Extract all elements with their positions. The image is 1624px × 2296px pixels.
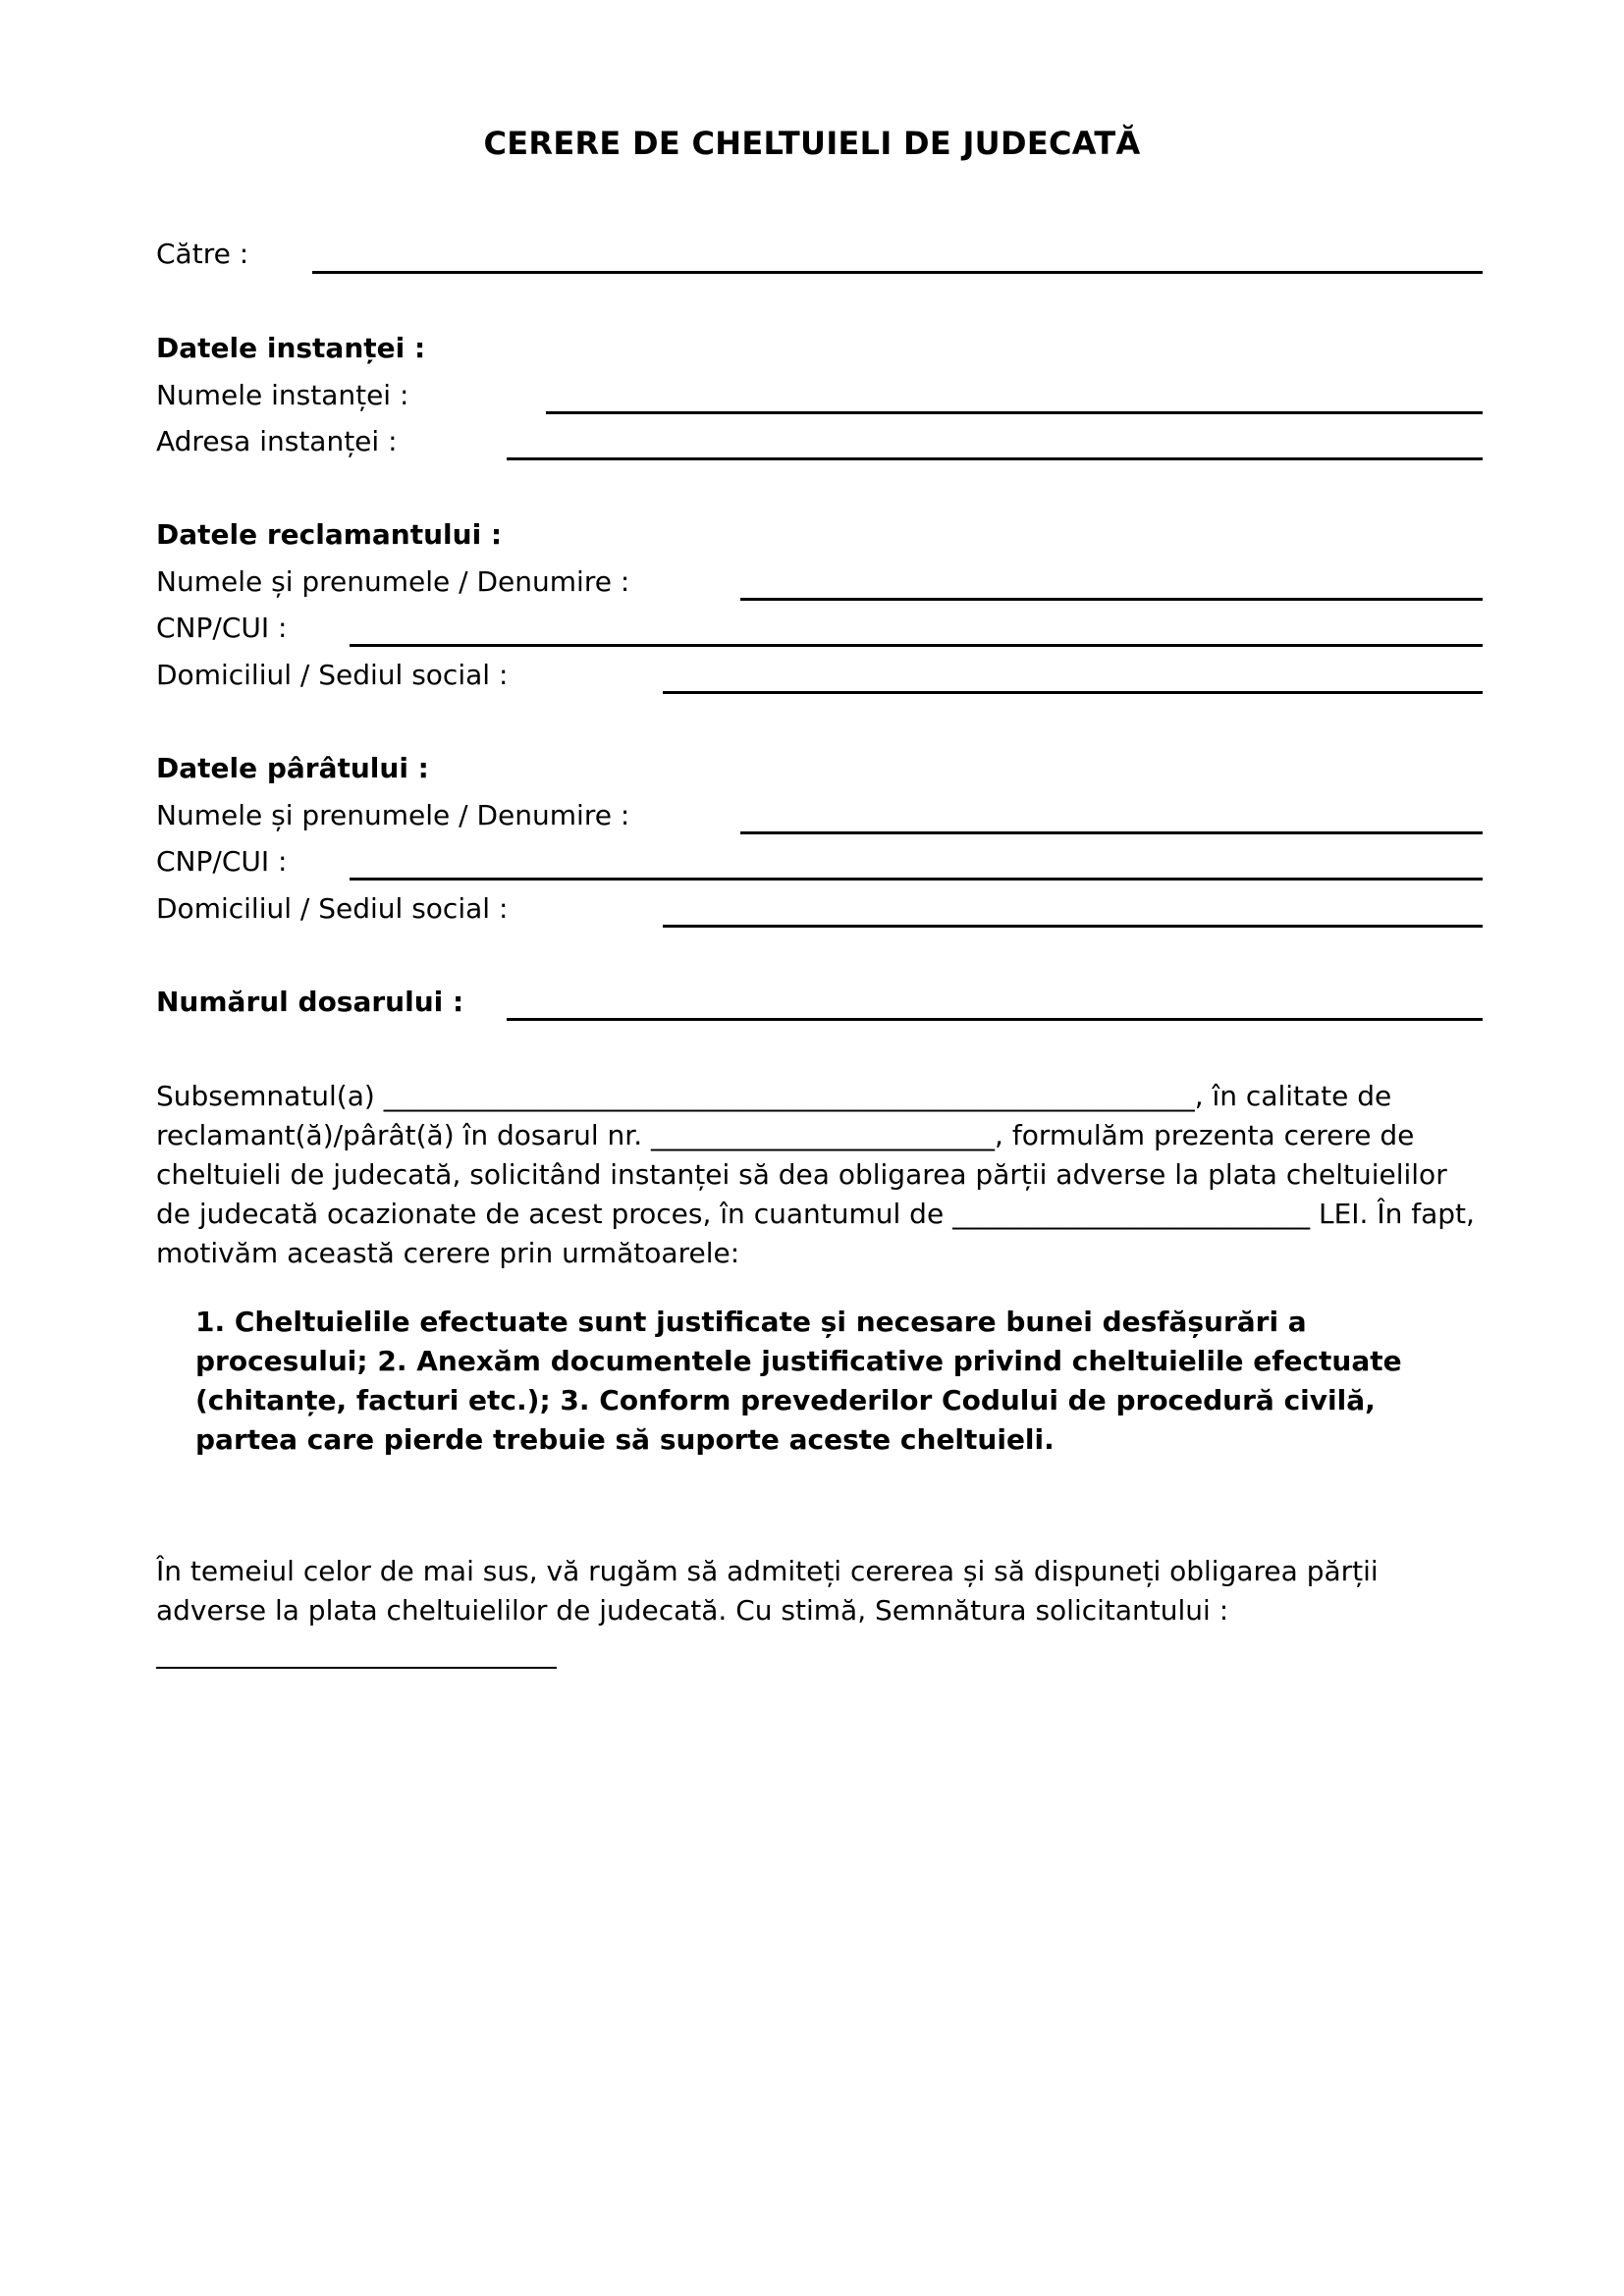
body-line: reclamant(ă)/pârât(ă) în dosarul nr. _________________________, formulăm prezenta cerere de	[156, 1119, 1415, 1151]
defendant-id-field-line[interactable]	[350, 878, 1483, 881]
defendant-id-label: CNP/CUI :	[156, 845, 288, 878]
closing-line: În temeiul celor de mai sus, vă rugăm să admiteți cererea și să dispuneți obligarea părții	[156, 1555, 1379, 1587]
claimant-heading: Datele reclamantului :	[156, 518, 503, 551]
claimant-name-field-line[interactable]	[740, 598, 1483, 601]
catre-label: Către :	[156, 238, 249, 270]
body-line: de judecată ocazionate de acest proces, în cuantumul de __________________________ LEI. În fapt,	[156, 1198, 1475, 1230]
defendant-address-field-line[interactable]	[663, 925, 1483, 928]
defendant-address-label: Domiciliul / Sediul social :	[156, 892, 509, 925]
catre-field-line[interactable]	[312, 271, 1483, 274]
closing-paragraph	[156, 1552, 1491, 1630]
claimant-id-label: CNP/CUI :	[156, 612, 288, 644]
reasons-line: procesului; 2. Anexăm documentele justificative privind cheltuielile efectuate	[195, 1345, 1402, 1377]
defendant-name-field-line[interactable]	[740, 831, 1483, 834]
court-address-field-line[interactable]	[507, 457, 1483, 460]
reasons-line: 1. Cheltuielile efectuate sunt justificate și necesare bunei desfășurări a	[195, 1306, 1307, 1338]
reasons-block	[195, 1303, 1491, 1460]
court-address-label: Adresa instanței :	[156, 425, 398, 457]
claimant-id-field-line[interactable]	[350, 644, 1483, 647]
closing-line: adverse la plata cheltuielilor de judecată. Cu stimă, Semnătura solicitantului :	[156, 1594, 1229, 1627]
court-heading: Datele instanței :	[156, 332, 426, 364]
body-paragraph	[156, 1077, 1491, 1273]
document-title: CERERE DE CHELTUIELI DE JUDECATĂ	[483, 125, 1141, 162]
body-line: cheltuieli de judecată, solicitând instanței să dea obligarea părții adverse la plata cheltuielilor	[156, 1158, 1447, 1191]
signature-field-line[interactable]	[156, 1667, 557, 1669]
court-name-field-line[interactable]	[546, 411, 1483, 414]
claimant-name-label: Numele și prenumele / Denumire :	[156, 565, 630, 598]
reasons-line: partea care pierde trebuie să suporte aceste cheltuieli.	[195, 1423, 1055, 1456]
reasons-line: (chitanțe, facturi etc.); 3. Conform prevederilor Codului de procedură civilă,	[195, 1384, 1376, 1416]
claimant-address-label: Domiciliul / Sediul social :	[156, 659, 509, 691]
claimant-address-field-line[interactable]	[663, 691, 1483, 694]
body-line: motivăm această cerere prin următoarele:	[156, 1237, 740, 1269]
case-number-label: Numărul dosarului :	[156, 986, 464, 1018]
defendant-name-label: Numele și prenumele / Denumire :	[156, 799, 630, 831]
body-line: Subsemnatul(a) ___________________________________________________________, în calitate de	[156, 1080, 1392, 1112]
court-name-label: Numele instanței :	[156, 379, 409, 411]
defendant-heading: Datele pârâtului :	[156, 752, 429, 784]
case-number-field-line[interactable]	[507, 1018, 1483, 1021]
